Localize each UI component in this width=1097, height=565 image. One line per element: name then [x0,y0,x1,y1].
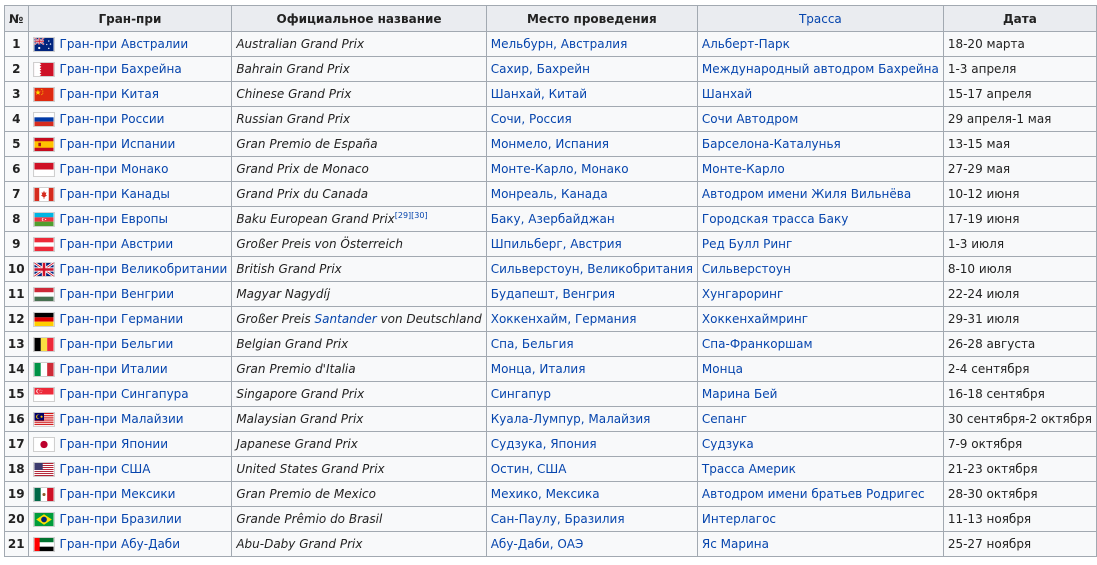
location-link[interactable]: Сан-Паулу, Бразилия [490,512,625,526]
table-row [5,132,1097,157]
singapore-flag-icon [33,387,55,402]
date-cell: 8-10 июля [943,257,1096,282]
grand-prix-link[interactable]: Гран-при Германии [59,312,184,326]
date-cell: 2-4 сентября [943,357,1096,382]
official-name-cell [232,482,486,507]
location-cell [486,482,697,507]
grand-prix-link[interactable]: Гран-при Бразилии [59,512,182,526]
circuit-link[interactable]: Марина Бей [701,387,778,401]
grand-prix-cell [28,282,232,307]
official-name-text: von Deutschland [376,312,482,326]
grand-prix-cell [28,82,232,107]
date-cell: 11-13 ноября [943,507,1096,532]
official-name-text: Grand Prix de Monaco [236,162,369,176]
header-location[interactable]: Место проведения [486,6,697,32]
official-name-cell [232,232,486,257]
grand-prix-cell [28,132,232,157]
row-number: 10 [5,257,29,282]
official-name-cell [232,182,486,207]
date-cell: 21-23 октября [943,457,1096,482]
date-cell: 17-19 июня [943,207,1096,232]
date-cell: 16-18 сентября [943,382,1096,407]
official-name-text: British Grand Prix [236,262,342,276]
circuit-link[interactable]: Сочи Автодром [701,112,799,126]
circuit-cell [697,107,943,132]
row-number: 13 [5,332,29,357]
row-number: 8 [5,207,29,232]
official-name-cell [232,157,486,182]
grand-prix-link[interactable]: Гран-при Австрии [59,237,174,251]
official-name-text: Großer Preis von Österreich [236,237,403,251]
location-cell [486,232,697,257]
location-link[interactable]: Монца, Италия [490,362,586,376]
official-name-cell [232,207,486,232]
mexico-flag-icon [33,487,55,502]
grand-prix-link[interactable]: Гран-при Великобритании [59,262,228,276]
circuit-cell [697,57,943,82]
grand-prix-link[interactable]: Гран-при США [59,462,151,476]
official-name-cell [232,357,486,382]
official-name-text: Japanese Grand Prix [236,437,358,451]
table-row [5,482,1097,507]
uk-flag-icon [33,262,55,277]
location-link[interactable]: Сочи, Россия [490,112,572,126]
circuit-link[interactable]: Альберт-Парк [701,37,790,51]
circuit-cell [697,307,943,332]
grand-prix-cell [28,507,232,532]
date-cell: 30 сентября-2 октября [943,407,1096,432]
circuit-cell [697,457,943,482]
location-link[interactable]: Остин, США [490,462,567,476]
row-number: 6 [5,157,29,182]
location-cell [486,82,697,107]
grand-prix-link[interactable]: Гран-при Бельгии [59,337,174,351]
grand-prix-link[interactable]: Гран-при Европы [59,212,168,226]
grand-prix-link[interactable]: Гран-при Японии [59,437,169,451]
official-name-cell [232,107,486,132]
official-name-text: Grande Prêmio do Brasil [236,512,383,526]
azerbaijan-flag-icon [33,212,55,227]
location-cell [486,432,697,457]
circuit-link[interactable]: Судзука [701,437,754,451]
table-row [5,82,1097,107]
grand-prix-cell [28,357,232,382]
spain-flag-icon [33,137,55,152]
circuit-link[interactable]: Городская трасса Баку [701,212,849,226]
location-cell [486,407,697,432]
grand-prix-link[interactable]: Гран-при Венгрии [59,287,175,301]
official-name-text: Abu-Daby Grand Prix [236,537,363,551]
date-cell: 25-27 ноября [943,532,1096,557]
circuit-link[interactable]: Трасса Америк [701,462,796,476]
header-date[interactable]: Дата [943,6,1096,32]
bahrain-flag-icon [33,62,55,77]
table-row [5,107,1097,132]
japan-flag-icon [33,437,55,452]
location-cell [486,157,697,182]
malaysia-flag-icon [33,412,55,427]
table-row [5,507,1097,532]
official-name-text: Gran Premio d'Italia [236,362,356,376]
date-cell: 18-20 марта [943,32,1096,57]
location-link[interactable]: Шпильберг, Австрия [490,237,622,251]
circuit-cell [697,532,943,557]
header-official-name[interactable]: Официальное название [232,6,486,32]
circuit-link[interactable]: Шанхай [701,87,753,101]
location-link[interactable]: Сильверстоун, Великобритания [490,262,693,276]
circuit-link[interactable]: Автодром имени братьев Родригес [701,487,925,501]
date-cell: 13-15 мая [943,132,1096,157]
circuit-link[interactable]: Сепанг [701,412,748,426]
location-link[interactable]: Абу-Даби, ОАЭ [490,537,584,551]
location-link[interactable]: Мехико, Мексика [490,487,600,501]
circuit-cell [697,432,943,457]
table-row [5,382,1097,407]
date-cell: 28-30 октября [943,482,1096,507]
circuit-link[interactable]: Автодром имени Жиля Вильнёва [701,187,912,201]
circuit-cell [697,82,943,107]
location-cell [486,507,697,532]
location-cell [486,382,697,407]
location-link[interactable]: Монмело, Испания [490,137,609,151]
circuit-cell [697,282,943,307]
header-num[interactable]: № [5,6,29,32]
hungary-flag-icon [33,287,55,302]
row-number: 11 [5,282,29,307]
grand-prix-link[interactable]: Гран-при Малайзии [59,412,184,426]
circuit-link[interactable]: Хунгароринг [701,287,784,301]
circuit-cell [697,357,943,382]
official-name-text: United States Grand Prix [236,462,385,476]
circuit-link[interactable]: Спа-Франкоршам [701,337,813,351]
grand-prix-link[interactable]: Гран-при Италии [59,362,168,376]
reference-link[interactable]: [29][30] [394,211,428,220]
official-name-cell [232,507,486,532]
date-cell: 1-3 июля [943,232,1096,257]
header-grand-prix[interactable]: Гран-при [28,6,232,32]
official-name-cell [232,132,486,157]
date-cell: 29-31 июля [943,307,1096,332]
row-number: 12 [5,307,29,332]
table-row [5,257,1097,282]
table-row [5,207,1097,232]
circuit-link[interactable]: Барселона-Каталунья [701,137,841,151]
official-name-text: Belgian Grand Prix [236,337,349,351]
official-name-text: Grand Prix du Canada [236,187,369,201]
grand-prix-link[interactable]: Гран-при Абу-Даби [59,537,181,551]
circuit-cell [697,132,943,157]
row-number: 18 [5,457,29,482]
row-number: 9 [5,232,29,257]
location-cell [486,357,697,382]
circuit-cell [697,507,943,532]
table-row [5,357,1097,382]
uae-flag-icon [33,537,55,552]
official-name-text: Chinese Grand Prix [236,87,352,101]
row-number: 5 [5,132,29,157]
circuit-link[interactable]: Сильверстоун [701,262,791,276]
table-row [5,32,1097,57]
circuit-link[interactable]: Монца [701,362,743,376]
circuit-cell [697,157,943,182]
location-link[interactable]: Монте-Карло, Монако [490,162,629,176]
location-link[interactable]: Спа, Бельгия [490,337,574,351]
circuit-link[interactable]: Монте-Карло [701,162,785,176]
grand-prix-cell [28,257,232,282]
location-cell [486,57,697,82]
table-row [5,307,1097,332]
official-name-cell [232,282,486,307]
date-cell: 26-28 августа [943,332,1096,357]
circuit-cell [697,182,943,207]
circuit-link[interactable]: Ред Булл Ринг [701,237,793,251]
official-name-text: Australian Grand Prix [236,37,365,51]
grand-prix-cell [28,457,232,482]
australia-flag-icon [33,37,55,52]
grand-prix-table [4,5,1097,557]
table-row [5,157,1097,182]
row-number: 2 [5,57,29,82]
official-name-text: Bahrain Grand Prix [236,62,350,76]
table-row [5,432,1097,457]
table-row [5,57,1097,82]
location-cell [486,532,697,557]
location-cell [486,332,697,357]
table-row [5,182,1097,207]
grand-prix-cell [28,407,232,432]
location-link[interactable]: Куала-Лумпур, Малайзия [490,412,651,426]
location-link[interactable]: Баку, Азербайджан [490,212,615,226]
circuit-link[interactable]: Хоккенхаймринг [701,312,809,326]
circuit-cell [697,257,943,282]
date-cell: 27-29 мая [943,157,1096,182]
location-cell [486,282,697,307]
grand-prix-cell [28,182,232,207]
location-link[interactable]: Шанхай, Китай [490,87,588,101]
location-link[interactable]: Мельбурн, Австралия [490,37,628,51]
row-number: 3 [5,82,29,107]
circuit-cell [697,382,943,407]
grand-prix-link[interactable]: Гран-при Австралии [59,37,189,51]
grand-prix-cell [28,157,232,182]
table-row [5,407,1097,432]
location-cell [486,257,697,282]
circuit-cell [697,407,943,432]
official-name-text: Baku European Grand Prix [236,212,395,226]
official-name-text: Magyar Nagydíj [236,287,331,301]
monaco-flag-icon [33,162,55,177]
date-cell: 15-17 апреля [943,82,1096,107]
location-cell [486,307,697,332]
sponsor-link[interactable]: Santander [314,312,377,326]
location-cell [486,132,697,157]
grand-prix-link[interactable]: Гран-при Бахрейна [59,62,182,76]
location-link[interactable]: Сингапур [490,387,551,401]
grand-prix-link[interactable]: Гран-при Сингапура [59,387,189,401]
official-name-text: Gran Premio de España [236,137,378,151]
date-cell: 29 апреля-1 мая [943,107,1096,132]
location-link[interactable]: Судзука, Япония [490,437,597,451]
circuit-cell [697,32,943,57]
grand-prix-link[interactable]: Гран-при Мексики [59,487,176,501]
official-name-text: Gran Premio de Mexico [236,487,376,501]
germany-flag-icon [33,312,55,327]
location-cell [486,457,697,482]
date-cell: 22-24 июля [943,282,1096,307]
row-number: 7 [5,182,29,207]
official-name-cell [232,332,486,357]
header-circuit-link[interactable]: Трасса [697,6,943,32]
row-number: 16 [5,407,29,432]
row-number: 17 [5,432,29,457]
grand-prix-cell [28,207,232,232]
circuit-link[interactable]: Интерлагос [701,512,777,526]
official-name-cell [232,32,486,57]
grand-prix-cell [28,232,232,257]
russia-flag-icon [33,112,55,127]
location-cell [486,107,697,132]
location-link[interactable]: Хоккенхайм, Германия [490,312,637,326]
table-row [5,532,1097,557]
location-cell [486,32,697,57]
grand-prix-cell [28,32,232,57]
italy-flag-icon [33,362,55,377]
official-name-cell [232,407,486,432]
table-row [5,332,1097,357]
official-name-cell [232,432,486,457]
grand-prix-cell [28,307,232,332]
table-row [5,232,1097,257]
grand-prix-cell [28,432,232,457]
location-cell [486,207,697,232]
table-row [5,282,1097,307]
official-name-cell [232,82,486,107]
date-cell: 1-3 апреля [943,57,1096,82]
row-number: 15 [5,382,29,407]
usa-flag-icon [33,462,55,477]
china-flag-icon [33,87,55,102]
grand-prix-cell [28,532,232,557]
official-name-cell [232,257,486,282]
official-name-text: Großer Preis [236,312,315,326]
location-link[interactable]: Будапешт, Венгрия [490,287,615,301]
official-name-text: Singapore Grand Prix [236,387,365,401]
official-name-text: Russian Grand Prix [236,112,351,126]
grand-prix-cell [28,382,232,407]
grand-prix-cell [28,107,232,132]
circuit-cell [697,482,943,507]
row-number: 21 [5,532,29,557]
header-row [5,6,1097,32]
grand-prix-link[interactable]: Гран-при Канады [59,187,170,201]
grand-prix-link[interactable]: Гран-при Китая [59,87,159,101]
grand-prix-cell [28,482,232,507]
official-name-cell [232,57,486,82]
row-number: 1 [5,32,29,57]
grand-prix-link[interactable]: Гран-при Монако [59,162,169,176]
circuit-link[interactable]: Международный автодром Бахрейна [701,62,939,76]
grand-prix-link[interactable]: Гран-при России [59,112,165,126]
official-name-cell [232,307,486,332]
row-number: 19 [5,482,29,507]
row-number: 4 [5,107,29,132]
date-cell: 7-9 октября [943,432,1096,457]
grand-prix-cell [28,57,232,82]
location-cell [486,182,697,207]
canada-flag-icon [33,187,55,202]
row-number: 14 [5,357,29,382]
circuit-cell [697,207,943,232]
official-name-cell [232,532,486,557]
date-cell: 10-12 июня [943,182,1096,207]
official-name-text: Malaysian Grand Prix [236,412,364,426]
grand-prix-cell [28,332,232,357]
official-name-cell [232,457,486,482]
brazil-flag-icon [33,512,55,527]
location-link[interactable]: Монреаль, Канада [490,187,608,201]
table-body [5,32,1097,557]
row-number: 20 [5,507,29,532]
circuit-cell [697,232,943,257]
table-row [5,457,1097,482]
circuit-link[interactable]: Яс Марина [701,537,769,551]
grand-prix-link[interactable]: Гран-при Испании [59,137,176,151]
circuit-cell [697,332,943,357]
belgium-flag-icon [33,337,55,352]
official-name-cell [232,382,486,407]
location-link[interactable]: Сахир, Бахрейн [490,62,590,76]
austria-flag-icon [33,237,55,252]
